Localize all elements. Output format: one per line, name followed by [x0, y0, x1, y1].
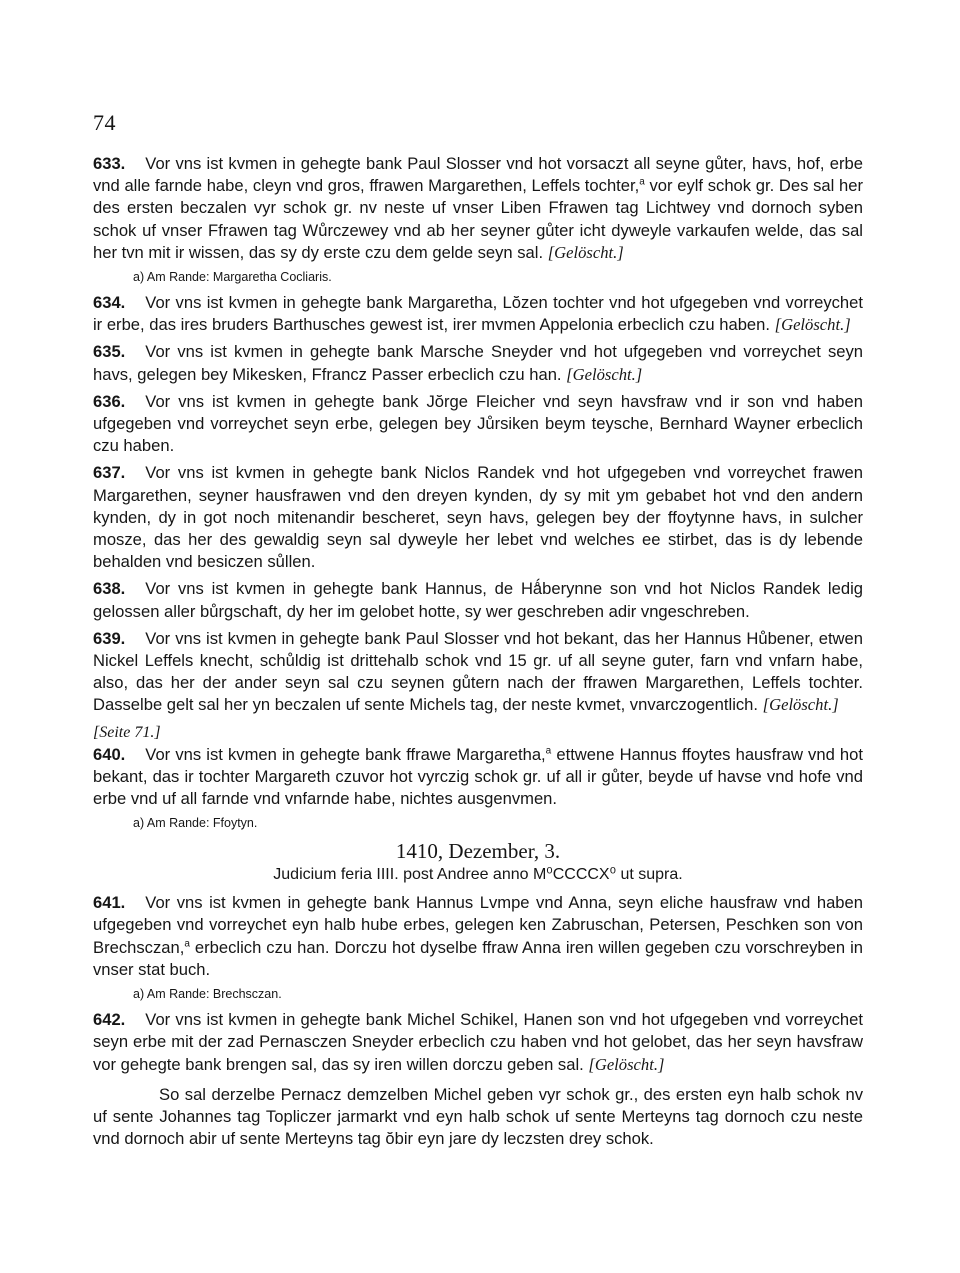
entry-text: Vor vns ist kvmen in gehegte bank Michel Schikel, Hanen son vnd hot ufgegeben vnd vorreychet seyn erbe mit der zad Pernasczen Sneyder erbeclich czu haben vnd hot gelobet, das her seyn havsfraw vor gehegte bank brengen sal, das sy iren willen dorczu geben sal. [93, 1010, 863, 1074]
entry-633 [93, 153, 863, 264]
footnote-marker: a [639, 176, 645, 188]
entry-642 [93, 1009, 863, 1076]
entry-text: Vor vns ist kvmen in gehegte bank Margaretha, Lŏzen tochter vnd hot ufgegeben vnd vorreychet ir erbe, das ires bruders Barthusches gewest ist, irer mvmen Appelonia erbeclich czu haben. [93, 293, 863, 335]
entries-group-b [93, 744, 863, 833]
entry-636 [93, 391, 863, 458]
entry-number: 635. [93, 342, 126, 362]
entry-text: vor eylf schok gr. Des sal her des ersten beczalen vyr schok gr. nv neste uf vnser Liben Ffrawen tag Lichtwey vnd dornoch syben schok uf vnser Ffrawen tag Wůrczewey vnd ab her seyner gůter icht dyweyle varkaufen welde, das sal her tvn mit ir wissen, das sy dy erste czu dem gelde seyn sal. [93, 176, 863, 262]
entry-text-lead: Vor vns ist kvmen in gehegte bank ffrawe Margaretha, [145, 744, 546, 764]
footnote: a) Am Rande: Brechsczan. [133, 987, 282, 1002]
deleted-mark: [Gelöscht.] [547, 242, 624, 262]
entry-text: Vor vns ist kvmen in gehegte bank Paul Slosser vnd hot bekant, das her Hannus Hůbener, etwen Nickel Leffels knecht, schůldig ist drittehalb schok vnd 15 gr. uf all seyne guter, farn vnd vnfarn habe, also, das her der ander seyn sal czu seynen gůtern nach der ffrawen Margarethen, Leffels tochter. Dasselbe gelt sal her yn beczalen uf sente Michels tag, der neste kvmet, vnvarczogentlich. [93, 628, 863, 715]
entry-634 [93, 292, 863, 336]
footnote: a) Am Rande: Ffoytyn. [133, 816, 258, 831]
footnote: a) Am Rande: Margaretha Cocliaris. [133, 270, 332, 285]
entry-text-lead: Vor vns ist kvmen in gehegte bank Hannus Lvmpe vnd Anna, seyn eliche hausfraw vnd haben ufgegeben vnd vorreychet eyn halb hube erbes, gelegen ken Zabruschan, Petersen, Peschken son von Brechsczan, [93, 893, 863, 957]
page-body [93, 153, 863, 1150]
footnote-marker: a [184, 938, 190, 950]
entry-number: 636. [93, 391, 126, 411]
entry-number: 640. [93, 744, 126, 764]
entry-text: Vor vns ist kvmen in gehegte bank Marsche Sneyder vnd hot ufgegeben vnd vorreychet seyn havs, gelegen bey Mikesken, Ffrancz Passer erbeclich czu han. [93, 342, 863, 384]
page-reference: [Seite 71.] [93, 723, 161, 741]
entry-number: 639. [93, 628, 126, 648]
entry-number: 638. [93, 579, 126, 599]
entries-group-c [93, 892, 863, 1075]
page-number: 74 [93, 110, 116, 135]
entry-text-lead: Vor vns ist kvmen in gehegte bank Paul Slosser vnd hot vorsaczt all seyne gůter, havs, hof, erbe vnd alle farnde habe, cleyn vnd gros, ffrawen Margarethen, Leffels tochter, [93, 154, 863, 196]
entry-number: 642. [93, 1010, 126, 1030]
entry-text: ettwene Hannus ffoytes hausfraw vnd hot bekant, das ir tochter Margareth czuvor hot vyrczig schok gr. uf all ir gůter, beyde uf havse vnd hofe vnd erbe vnd uf all farnde vnd vnfarnde habe, nichtes ausgenvmen. [93, 744, 863, 809]
entries-group-a [93, 153, 863, 717]
entry-text: Vor vns ist kvmen in gehegte bank Hannus, de Hǻberynne son vnd hot Niclos Randek ledig gelossen aller bůrgschaft, dy her im gelobet hotte, sy wer geschreben adir vngeschreben. [93, 579, 863, 621]
entry-640 [93, 744, 863, 811]
entry-number: 641. [93, 893, 126, 913]
date-heading: 1410, Dezember, 3. [395, 839, 561, 864]
deleted-mark: [Gelöscht.] [588, 1054, 665, 1074]
entry-637 [93, 462, 863, 573]
entry-639 [93, 628, 863, 717]
closing-paragraph: So sal derzelbe Pernacz demzelben Michel geben vyr schok gr., des ersten eyn halb schok nv uf sente Johannes tag Topliczer jarmarkt vnd eyn halb schok uf sente Merteyns tag dornoch czu neste vnd dornoch abir uf sente Merteyns tag ŏbir eyn jare dy leczsten drey schok. [93, 1084, 863, 1149]
entry-641 [93, 892, 863, 981]
entry-text: Vor vns ist kvmen in gehegte bank Niclos Randek vnd hot ufgegeben vnd vorreychet frawen Margarethen, seyner hausfrawen vnd den dreyen kynden, dy sy mit ym gebabet hot vnd den andern kynden, dy in got noch mitenandir bescheret, seyn havs, gelegen bey der ffoytynne havs, in sulcher mosze, das her des gewaldig seyn sal dyweyle her lebet vnd welches ee stirbet, das is dy lebende behalden vnd besiczen sůllen. [93, 463, 863, 572]
entry-number: 633. [93, 154, 126, 173]
entry-638 [93, 578, 863, 622]
deleted-mark: [Gelöscht.] [566, 364, 643, 384]
entry-text: Vor vns ist kvmen in gehegte bank Jŏrge Fleicher vnd seyn havsfraw vnd ir son vnd haben ufgegeben vnd vorreychet seyn erbe, gelegen bey Jůrsiken beym teysche, Bernhard Wayner erbeclich czu haben. [93, 391, 863, 456]
entry-text: erbeclich czu han. Dorczu hot dyselbe ffraw Anna iren willen gegeben czu vorschreyben in vnser stat buch. [93, 937, 863, 979]
judicium-subheading: Judicium feria IIII. post Andree anno M⁰CCCCX⁰ ut supra. [273, 866, 683, 884]
deleted-mark: [Gelöscht.] [762, 695, 839, 715]
entry-635 [93, 341, 863, 385]
deleted-mark: [Gelöscht.] [774, 315, 851, 335]
entry-number: 637. [93, 463, 126, 483]
entry-number: 634. [93, 293, 126, 313]
footnote-marker: a [545, 745, 552, 757]
